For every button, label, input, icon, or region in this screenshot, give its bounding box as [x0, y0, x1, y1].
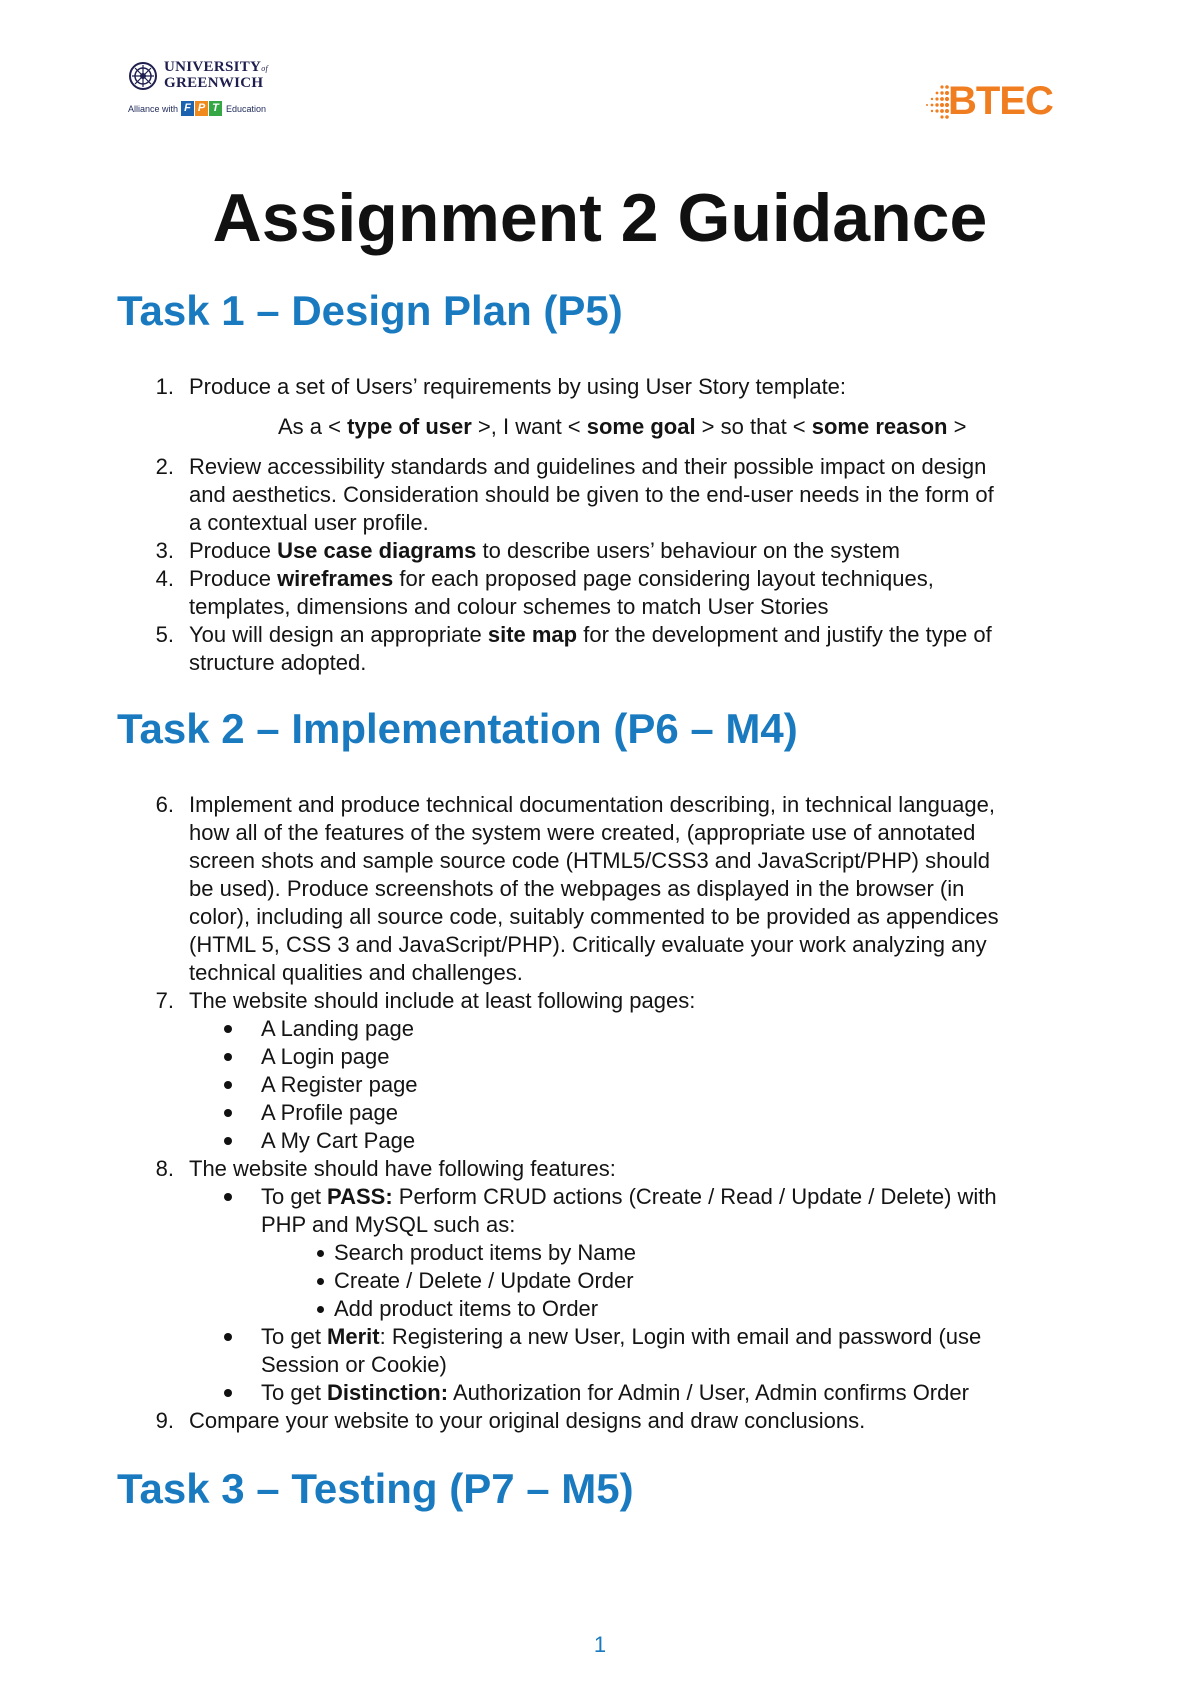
btec-dots-icon	[920, 81, 950, 121]
template-some-reason: some reason	[811, 414, 948, 439]
item6-line1: Implement and produce technical documentation describing, in technical language,	[189, 792, 995, 817]
item3-text	[189, 537, 900, 565]
alliance-prefix: Alliance with	[128, 103, 179, 114]
template-type-of-user: type of user	[347, 414, 472, 439]
bullet-icon	[224, 1081, 232, 1089]
item9-text: Compare your website to your original designs and draw conclusions.	[189, 1408, 866, 1433]
merit-part-c: : Registering a new User, Login with email and password (use	[379, 1324, 982, 1349]
item1-number: 1.	[155, 374, 174, 399]
pass-line2: PHP and MySQL such as:	[261, 1212, 516, 1237]
item9-number: 9.	[155, 1408, 174, 1433]
item4-line1	[189, 565, 934, 593]
template-part-c: >, I want <	[471, 414, 587, 439]
pass-part-c: Perform CRUD actions (Create / Read / Update / Delete) with	[392, 1184, 997, 1209]
btec-logo-text: BTEC	[948, 78, 1053, 123]
item2-line1: Review accessibility standards and guidelines and their possible impact on design	[189, 454, 987, 479]
template-part-e: > so that <	[695, 414, 812, 439]
sub-bullet-icon	[317, 1278, 324, 1285]
page-item-login: A Login page	[261, 1044, 390, 1069]
distinction-label: Distinction:	[327, 1380, 449, 1405]
fpt-letter-p: P	[195, 101, 208, 116]
university-crest-icon	[128, 61, 158, 91]
item4-line2: templates, dimensions and colour schemes to match User Stories	[189, 594, 829, 619]
university-greenwich-logo	[128, 60, 278, 140]
item8-number: 8.	[155, 1156, 174, 1181]
page-item-landing: A Landing page	[261, 1016, 414, 1041]
document-title: Assignment 2 Guidance	[212, 180, 988, 256]
pass-label: PASS:	[327, 1184, 393, 1209]
fpt-letter-f: F	[181, 101, 194, 116]
bullet-icon	[224, 1109, 232, 1117]
item3-part-a: Produce	[189, 538, 278, 563]
university-of: of	[261, 64, 269, 73]
pass-item-add: Add product items to Order	[334, 1296, 599, 1321]
bullet-icon	[224, 1193, 232, 1201]
pass-line1	[261, 1183, 997, 1211]
item5-number: 5.	[155, 622, 174, 647]
merit-line1	[261, 1323, 981, 1351]
fpt-logo	[181, 101, 223, 116]
item5-line2: structure adopted.	[189, 650, 367, 675]
item6-number: 6.	[155, 792, 174, 817]
item6-line4: be used). Produce screenshots of the webpages as displayed in the browser (in	[189, 876, 965, 901]
merit-part-a: To get	[261, 1324, 328, 1349]
alliance-suffix: Education	[226, 103, 267, 114]
task2-heading: Task 2 – Implementation (P6 – M4)	[117, 705, 798, 752]
bullet-icon	[224, 1389, 232, 1397]
item5-line1	[189, 621, 992, 649]
item4-part-a: Produce	[189, 566, 278, 591]
item4-bold: wireframes	[277, 566, 394, 591]
item5-part-a: You will design an appropriate	[189, 622, 488, 647]
item2-line2: and aesthetics. Consideration should be given to the end-user needs in the form of	[189, 482, 994, 507]
item2-line3: a contextual user profile.	[189, 510, 429, 535]
merit-line2: Session or Cookie)	[261, 1352, 447, 1377]
distinction-part-a: To get	[261, 1380, 328, 1405]
template-some-goal: some goal	[586, 414, 696, 439]
item3-number: 3.	[155, 538, 174, 563]
pass-item-order: Create / Delete / Update Order	[334, 1268, 634, 1293]
university-logo-row	[128, 60, 278, 91]
page-number: 1	[593, 1632, 607, 1657]
item4-number: 4.	[155, 566, 174, 591]
item1-text: Produce a set of Users’ requirements by using User Story template:	[189, 374, 847, 399]
sub-bullet-icon	[317, 1306, 324, 1313]
bullet-icon	[224, 1137, 232, 1145]
template-part-a: As a <	[278, 414, 348, 439]
page-item-cart: A My Cart Page	[261, 1128, 416, 1153]
alliance-line	[128, 101, 278, 116]
task3-heading: Task 3 – Testing (P7 – M5)	[117, 1465, 634, 1512]
item6-line2: how all of the features of the system were created, (appropriate use of annotated	[189, 820, 976, 845]
item6-line5: color), including all source code, suitably commented to be provided as appendices	[189, 904, 999, 929]
distinction-line	[261, 1379, 969, 1407]
bullet-icon	[224, 1333, 232, 1341]
distinction-part-c: Authorization for Admin / User, Admin confirms Order	[448, 1380, 969, 1405]
page-item-register: A Register page	[261, 1072, 418, 1097]
item6-line7: technical qualities and challenges.	[189, 960, 523, 985]
fpt-letter-t: T	[209, 101, 222, 116]
item6-line3: screen shots and sample source code (HTML5/CSS3 and JavaScript/PHP) should	[189, 848, 990, 873]
item3-part-c: to describe users’ behaviour on the system	[476, 538, 900, 563]
pass-item-search: Search product items by Name	[334, 1240, 637, 1265]
page-item-profile: A Profile page	[261, 1100, 398, 1125]
item2-number: 2.	[155, 454, 174, 479]
btec-logo	[920, 76, 1070, 126]
task1-heading: Task 1 – Design Plan (P5)	[117, 287, 623, 334]
item6-line6: (HTML 5, CSS 3 and JavaScript/PHP). Critically evaluate your work analyzing any	[189, 932, 987, 957]
university-line1: UNIVERSITY	[164, 59, 262, 75]
item3-bold: Use case diagrams	[277, 538, 477, 563]
merit-label: Merit	[327, 1324, 380, 1349]
item7-text: The website should include at least following pages:	[189, 988, 696, 1013]
pass-part-a: To get	[261, 1184, 328, 1209]
item4-part-c: for each proposed page considering layout techniques,	[393, 566, 934, 591]
user-story-template	[278, 413, 966, 441]
item5-bold: site map	[487, 622, 578, 647]
bullet-icon	[224, 1025, 232, 1033]
bullet-icon	[224, 1053, 232, 1061]
item8-text: The website should have following features:	[189, 1156, 616, 1181]
sub-bullet-icon	[317, 1250, 324, 1257]
university-name	[164, 60, 268, 91]
item7-number: 7.	[155, 988, 174, 1013]
item5-part-c: for the development and justify the type of	[577, 622, 992, 647]
university-line2: GREENWICH	[164, 75, 264, 91]
template-part-g: >	[947, 414, 967, 439]
